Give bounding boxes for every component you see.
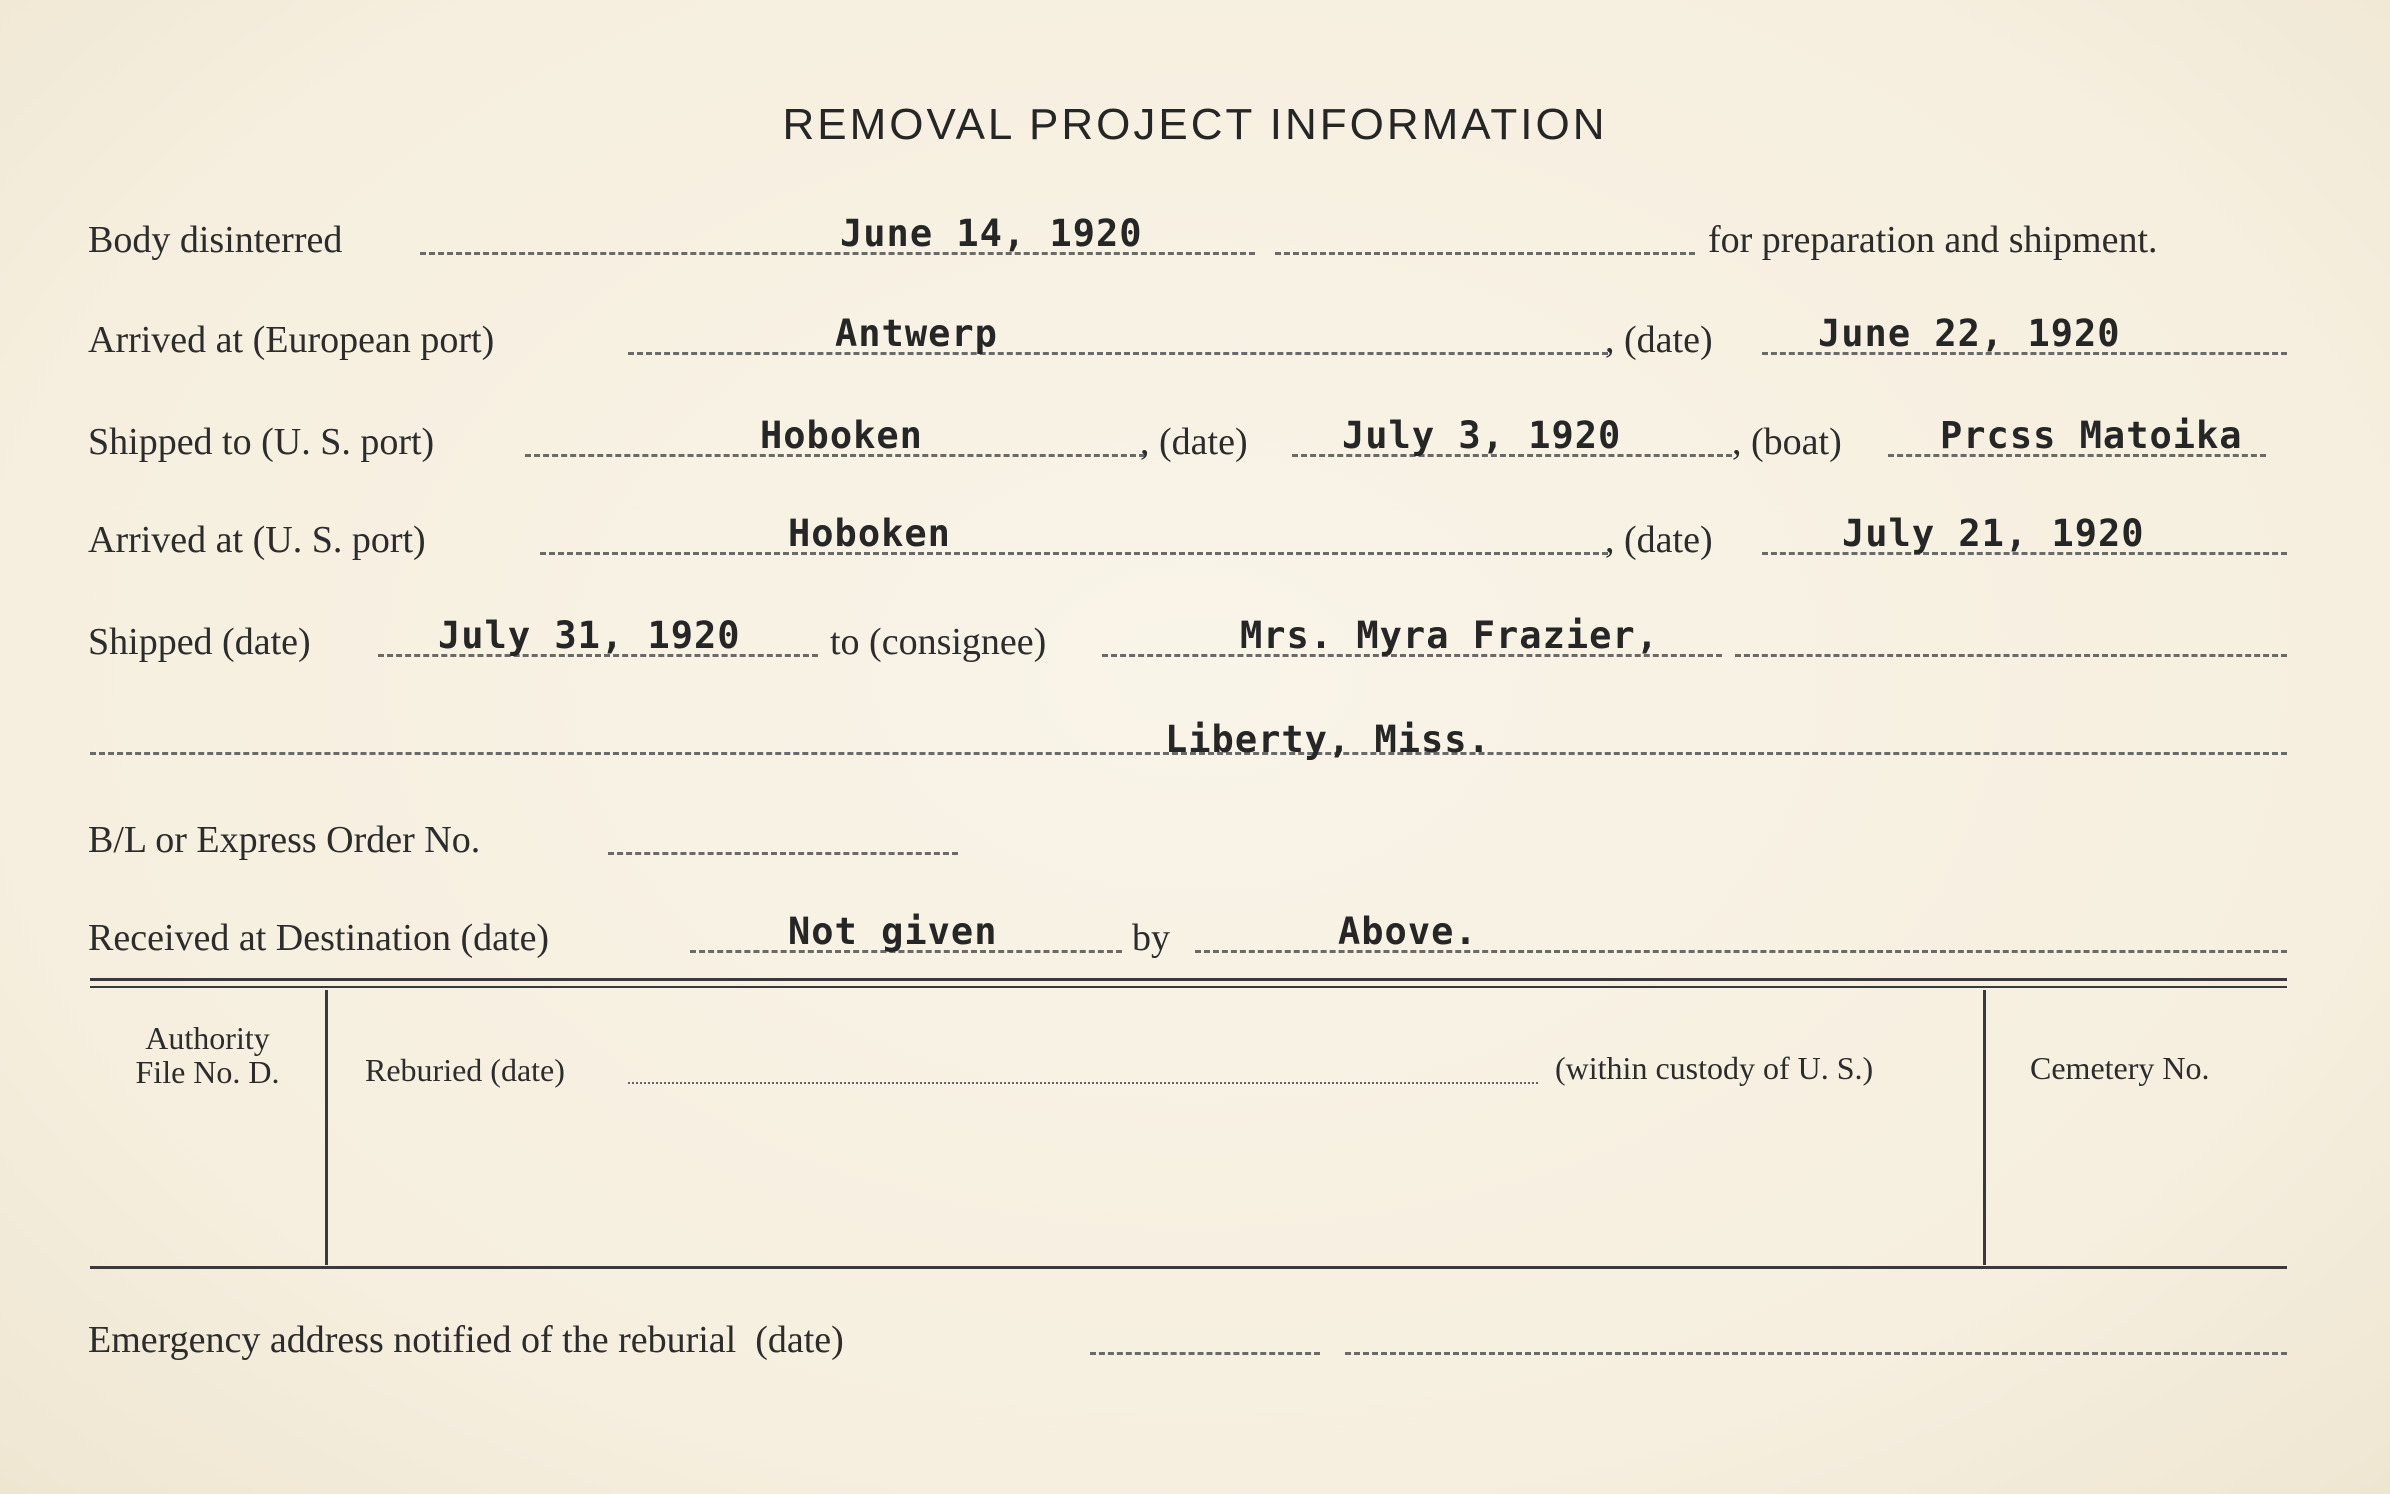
table-divider-left bbox=[325, 990, 328, 1265]
emergency-line-1 bbox=[1090, 1352, 1320, 1355]
us-port-label: Arrived at (U. S. port) bbox=[88, 519, 426, 561]
table-top-rule-2 bbox=[90, 986, 2287, 988]
shipped-to-date-value: July 3, 1920 bbox=[1342, 414, 1622, 457]
table-divider-right bbox=[1983, 990, 1986, 1265]
european-port-value: Antwerp bbox=[835, 312, 998, 355]
european-port-date-value: June 22, 1920 bbox=[1818, 312, 2121, 355]
shipped-to-date-label: , (date) bbox=[1140, 421, 1248, 463]
shipped-date-value: July 31, 1920 bbox=[438, 614, 741, 657]
shipped-to-boat-value: Prcss Matoika bbox=[1940, 414, 2243, 457]
shipped-to-label: Shipped to (U. S. port) bbox=[88, 421, 435, 463]
emergency-line-2 bbox=[1345, 1352, 2287, 1355]
page-title: REMOVAL PROJECT INFORMATION bbox=[782, 100, 1608, 149]
consignee-line-2 bbox=[1735, 654, 2287, 657]
european-port-line bbox=[628, 352, 1608, 355]
disinterred-suffix: for preparation and shipment. bbox=[1708, 219, 2158, 261]
us-port-date-label: , (date) bbox=[1605, 519, 1713, 561]
us-port-date-value: July 21, 1920 bbox=[1842, 512, 2145, 555]
order-no-label: B/L or Express Order No. bbox=[88, 819, 481, 861]
us-port-line bbox=[540, 552, 1608, 555]
received-date-value: Not given bbox=[788, 910, 998, 953]
us-port-value: Hoboken bbox=[788, 512, 951, 555]
consignee-label: to (consignee) bbox=[830, 621, 1047, 663]
custody-label: (within custody of U. S.) bbox=[1555, 1050, 1874, 1086]
european-port-date-label: , (date) bbox=[1605, 319, 1713, 361]
cemetery-no-label: Cemetery No. bbox=[2030, 1050, 2210, 1086]
european-port-label: Arrived at (European port) bbox=[88, 319, 495, 361]
received-by-value: Above. bbox=[1338, 910, 1478, 953]
reburied-line bbox=[628, 1082, 1538, 1084]
received-label: Received at Destination (date) bbox=[88, 917, 550, 959]
shipped-to-boat-label: , (boat) bbox=[1732, 421, 1842, 463]
authority-label-1: Authority bbox=[145, 1020, 270, 1056]
disinterred-label: Body disinterred bbox=[88, 219, 343, 261]
table-top-rule bbox=[90, 978, 2287, 981]
authority-label-2: File No. D. bbox=[135, 1054, 280, 1090]
shipped-label: Shipped (date) bbox=[88, 621, 311, 663]
table-bottom-rule bbox=[90, 1266, 2287, 1269]
consignee-address-value: Liberty, Miss. bbox=[1165, 718, 1491, 761]
disinterred-line-2 bbox=[1275, 252, 1695, 255]
emergency-label: Emergency address notified of the reburial (date) bbox=[88, 1319, 844, 1361]
disinterred-value: June 14, 1920 bbox=[840, 212, 1143, 255]
order-no-line bbox=[608, 852, 958, 855]
consignee-value: Mrs. Myra Frazier, bbox=[1240, 614, 1659, 657]
shipped-to-value: Hoboken bbox=[760, 414, 923, 457]
received-by-label: by bbox=[1132, 917, 1170, 959]
reburied-label: Reburied (date) bbox=[365, 1052, 565, 1088]
